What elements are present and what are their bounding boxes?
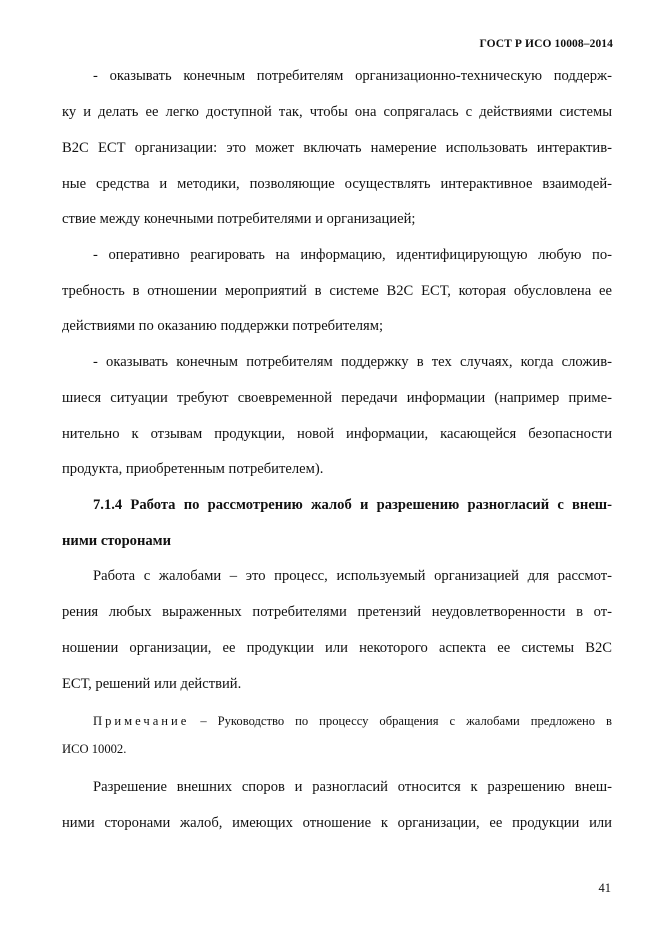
body-text-line: ствие между конечными потребителями и организацией;	[62, 211, 416, 227]
body-text-line: - оказывать конечным потребителям поддержку в тех случаях, когда сложив-	[93, 354, 612, 370]
standard-code-header: ГОСТ Р ИСО 10008–2014	[479, 38, 613, 50]
note-text-line: ИСО 10002.	[62, 742, 127, 756]
body-text-line: продукта, приобретенным потребителем).	[62, 461, 324, 477]
body-text-line: ними сторонами жалоб, имеющих отношение к организации, ее продукции или	[62, 815, 612, 831]
body-text-line: рения любых выраженных потребителями претензий неудовлетворенности в от-	[62, 604, 612, 620]
body-text-line: - оперативно реагировать на информацию, идентифицирующую любую по-	[93, 247, 612, 263]
body-text-line: нительно к отзывам продукции, новой информации, касающейся безопасности	[62, 426, 612, 442]
section-heading-line: 7.1.4 Работа по рассмотрению жалоб и разрешению разногласий с внеш-	[93, 497, 612, 513]
body-text-line: - оказывать конечным потребителям организационно-техническую поддерж-	[93, 68, 612, 84]
body-text-line: ЕСТ, решений или действий.	[62, 676, 242, 692]
body-text-line: шиеся ситуации требуют своевременной передачи информации (например приме-	[62, 390, 612, 406]
note-text: – Руководство по процессу обращения с жалобами предложено в	[200, 714, 612, 728]
body-text-line: ку и делать ее легко доступной так, чтобы она сопрягалась с действиями системы	[62, 104, 612, 120]
body-text-line: В2С ЕСТ организации: это может включать намерение использовать интерактив-	[62, 140, 612, 156]
body-text-line: требность в отношении мероприятий в системе В2С ЕСТ, которая обусловлена ее	[62, 283, 612, 299]
body-text-line: Работа с жалобами – это процесс, используемый организацией для рассмот-	[93, 568, 612, 584]
body-text-line: ношении организации, ее продукции или некоторого аспекта ее системы В2С	[62, 640, 612, 656]
note-label: Примечание	[93, 714, 190, 728]
body-text-line: ные средства и методики, позволяющие осуществлять интерактивное взаимодей-	[62, 176, 612, 192]
page-number: 41	[598, 881, 611, 895]
note-text-line	[93, 712, 612, 730]
section-heading-line: ними сторонами	[62, 533, 172, 549]
body-text-line: Разрешение внешних споров и разногласий относится к разрешению внеш-	[93, 779, 612, 795]
body-text-line: действиями по оказанию поддержки потребителям;	[62, 318, 384, 334]
